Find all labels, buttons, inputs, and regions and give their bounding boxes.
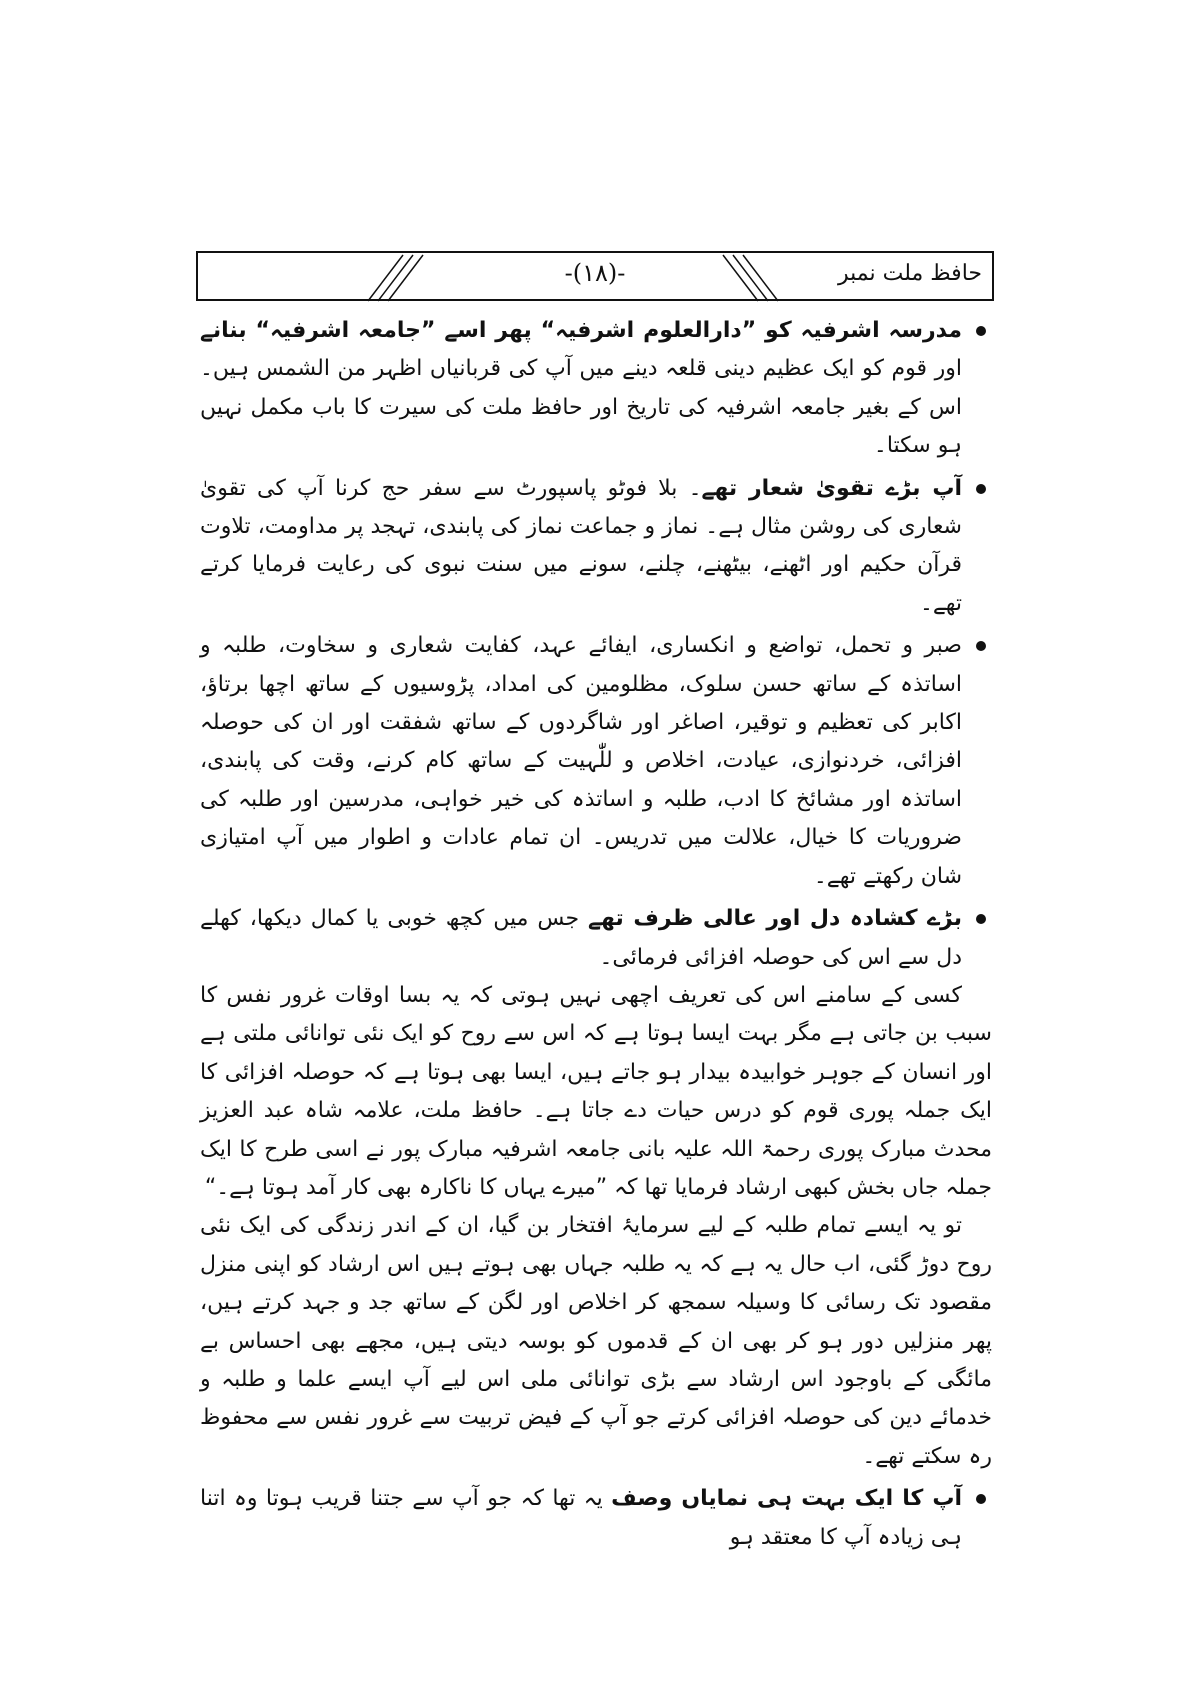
- paragraph-text: یہ تھا کہ جو آپ سے جتنا قریب ہوتا وہ اتنا ہی زیادہ آپ کا معتقد ہو: [200, 1486, 962, 1550]
- paragraph-2: [200, 470, 992, 624]
- paragraph-5: [200, 977, 992, 1207]
- paragraph-text: تو یہ ایسے تمام طلبہ کے لیے سرمایۂ افتخار بن گیا، ان کے اندر زندگی کی ایک نئی روح دوڑ گئی، اب حال یہ ہے کہ یہ طلبہ جہاں بھی ہوتے ہیں اس ارشاد کو اپنی منزل مقصود تک رسائی کا وسیلہ سمجھ کر اخلاص اور لگن کے ساتھ جد و جہد کرتے ہیں، پھر منزلیں دور ہو کر بھی ان کے قدموں کو بوسہ دیتی ہیں، مجھے بھی احساس بے مائگی کے باوجود اس ارشاد سے بڑی توانائی ملی اس لیے آپ ایسے علما و طلبہ و خدمائے دین کی حوصلہ افزائی کرتے جو آپ کے فیض تربیت سے غرور نفس سے محفوظ رہ سکتے تھے۔: [200, 1213, 992, 1469]
- article-body: [200, 312, 992, 1557]
- header-title: حافظ ملت نمبر: [838, 261, 982, 286]
- paragraph-text: جس میں کچھ خوبی یا کمال دیکھا، کھلے دل سے اس کی حوصلہ افزائی فرمائی۔: [200, 906, 962, 970]
- paragraph-text: کسی کے سامنے اس کی تعریف اچھی نہیں ہوتی کہ یہ بسا اوقات غرور نفس کا سبب بن جاتی ہے مگر بہت ایسا ہوتا ہے کہ اس سے روح کو ایک نئی توانائی ملتی ہے اور انسان کے جوہر خوابیدہ بیدار ہو جاتے ہیں، ایسا بھی ہوتا ہے کہ حوصلہ افزائی کا ایک جملہ پوری قوم کو درس حیات دے جاتا ہے۔ حافظ ملت، علامہ شاہ عبد العزیز محدث مبارک پوری رحمۃ اللہ علیہ بانی جامعہ اشرفیہ مبارک پور نے اسی طرح کا ایک جملہ جاں بخش کبھی ارشاد فرمایا تھا کہ ”میرے یہاں کا ناکارہ بھی کار آمد ہوتا ہے۔“: [200, 982, 992, 1200]
- paragraph-bold-lead: مدرسہ اشرفیہ کو ”دارالعلوم اشرفیہ“ پھر اسے ”جامعہ اشرفیہ“ بنانے: [200, 318, 962, 343]
- page-number: -(۱۸)-: [564, 259, 626, 287]
- paragraph-7: [200, 1480, 992, 1557]
- paragraph-4: [200, 900, 992, 977]
- paragraph-3: [200, 627, 992, 896]
- paragraph-text: صبر و تحمل، تواضع و انکساری، ایفائے عہد، کفایت شعاری و سخاوت، طلبہ و اساتذہ کے ساتھ حسن سلوک، مظلومین کی امداد، پڑوسیوں کے ساتھ اچھا برتاؤ، اکابر کی تعظیم و توقیر، اصاغر اور شاگردوں کے ساتھ شفقت اور ان کی حوصلہ افزائی، خردنوازی، عیادت، اخلاص و للّٰہیت کے ساتھ کام کرنے، وقت کی پابندی، اساتذہ اور مشائخ کا ادب، طلبہ و اساتذہ کی خیر خواہی، مدرسین اور طلبہ کی ضروریات کا خیال، علالت میں تدریس۔ ان تمام عادات و اطوار میں آپ امتیازی شان رکھتے تھے۔: [200, 633, 962, 889]
- paragraph-1: [200, 312, 992, 466]
- page-header: [196, 251, 994, 301]
- paragraph-text: ۔ بلا فوٹو پاسپورٹ سے سفر حج کرنا آپ کی تقویٰ شعاری کی روشن مثال ہے۔ نماز و جماعت نماز کی پابندی، تہجد پر مداومت، تلاوت قرآن حکیم اور اٹھنے، بیٹھنے، چلنے، سونے میں سنت نبوی کی رعایت فرمایا کرتے تھے۔: [200, 475, 962, 616]
- paragraph-text: اور قوم کو ایک عظیم دینی قلعہ دینے میں آپ کی قربانیاں اظہر من الشمس ہیں۔ اس کے بغیر جامعہ اشرفیہ کی تاریخ اور حافظ ملت کی سیرت کا باب مکمل نہیں ہو سکتا۔: [200, 356, 962, 459]
- paragraph-6: [200, 1207, 992, 1476]
- paragraph-bold-lead: آپ کا ایک بہت ہی نمایاں وصف: [611, 1486, 962, 1512]
- paragraph-bold-lead: آپ بڑے تقویٰ شعار تھے: [701, 475, 962, 501]
- paragraph-bold-lead: بڑے کشادہ دل اور عالی ظرف تھے: [588, 906, 962, 932]
